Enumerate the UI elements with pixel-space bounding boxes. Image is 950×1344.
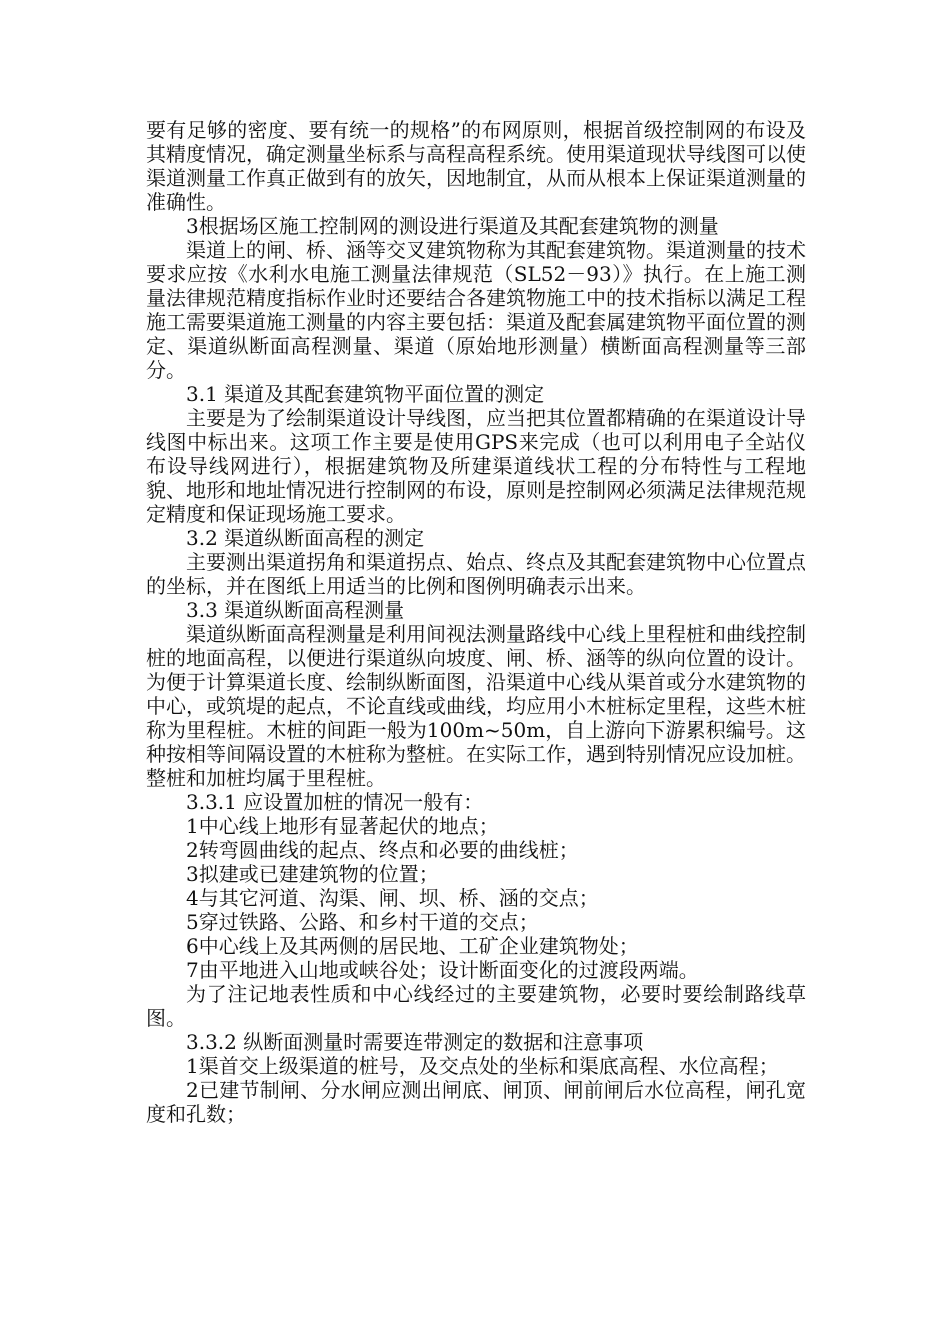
list-item: 7由平地进入山地或峡谷处；设计断面变化的过渡段两端。 bbox=[186, 958, 699, 982]
body-paragraph: 要有足够的密度、要有统一的规格”的布网原则，根据首级控制网的布设及其精度情况，确定测量坐标系与高程高程系统。使用渠道现状导线图可以使渠道测量工作真正做到有的放矢，因地制宜，从而从根本上保证渠道测量的准确性。 bbox=[146, 118, 806, 214]
section-heading-3-3: 3.3 渠道纵断面高程测量 bbox=[186, 598, 405, 622]
section-heading-3-2: 3.2 渠道纵断面高程的测定 bbox=[186, 526, 425, 550]
list-item: 1渠首交上级渠道的桩号，及交点处的坐标和渠底高程、水位高程； bbox=[186, 1054, 779, 1078]
body-paragraph: 为了注记地表性质和中心线经过的主要建筑物，必要时要绘制路线草图。 bbox=[146, 982, 806, 1030]
list-item: 3拟建或已建建筑物的位置； bbox=[186, 862, 439, 886]
body-paragraph: 主要测出渠道拐角和渠道拐点、始点、终点及其配套建筑物中心位置点的坐标，并在图纸上用适当的比例和图例明确表示出来。 bbox=[146, 550, 806, 598]
list-item: 5穿过铁路、公路、和乡村干道的交点； bbox=[186, 910, 539, 934]
body-paragraph: 主要是为了绘制渠道设计导线图，应当把其位置都精确的在渠道设计导线图中标出来。这项工作主要是使用GPS来完成（也可以利用电子全站仪布设导线网进行），根据建筑物及所建渠道线状工程的分布特性与工程地貌、地形和地址情况进行控制网的布设，原则是控制网必须满足法律规范规定精度和保证现场施工要求。 bbox=[146, 406, 806, 526]
body-paragraph: 渠道纵断面高程测量是利用间视法测量路线中心线上里程桩和曲线控制桩的地面高程，以便进行渠道纵向坡度、闸、桥、涵等的纵向位置的设计。为便于计算渠道长度、绘制纵断面图，沿渠道中心线从渠首或分水建筑物的中心，或筑堤的起点，不论直线或曲线，均应用小木桩标定里程，这些木桩称为里程桩。木桩的间距一般为100m~50m，自上游向下游累积编号。这种按相等间隔设置的木桩称为整桩。在实际工作，遇到特别情况应设加桩。整桩和加桩均属于里程桩。 bbox=[146, 622, 806, 790]
section-heading-3-1: 3.1 渠道及其配套建筑物平面位置的测定 bbox=[186, 382, 545, 406]
list-item: 1中心线上地形有显著起伏的地点； bbox=[186, 814, 499, 838]
section-heading-3-3-1: 3.3.1 应设置加桩的情况一般有： bbox=[186, 790, 484, 814]
section-heading-3: 3根据场区施工控制网的测设进行渠道及其配套建筑物的测量 bbox=[186, 214, 719, 238]
list-item: 2转弯圆曲线的起点、终点和必要的曲线桩； bbox=[186, 838, 579, 862]
list-item: 4与其它河道、沟渠、闸、坝、桥、涵的交点； bbox=[186, 886, 599, 910]
list-item: 6中心线上及其两侧的居民地、工矿企业建筑物处； bbox=[186, 934, 639, 958]
list-item: 2已建节制闸、分水闸应测出闸底、闸顶、闸前闸后水位高程，闸孔宽度和孔数； bbox=[146, 1078, 806, 1126]
section-heading-3-3-2: 3.3.2 纵断面测量时需要连带测定的数据和注意事项 bbox=[186, 1030, 644, 1054]
document-page bbox=[146, 118, 806, 1126]
body-paragraph: 渠道上的闸、桥、涵等交叉建筑物称为其配套建筑物。渠道测量的技术要求应按《水利水电施工测量法律规范（SL52－93）》执行。在上施工测量法律规范精度指标作业时还要结合各建筑物施工中的技术指标以满足工程施工需要渠道施工测量的内容主要包括：渠道及配套属建筑物平面位置的测定、渠道纵断面高程测量、渠道（原始地形测量）横断面高程测量等三部分。 bbox=[146, 238, 806, 382]
